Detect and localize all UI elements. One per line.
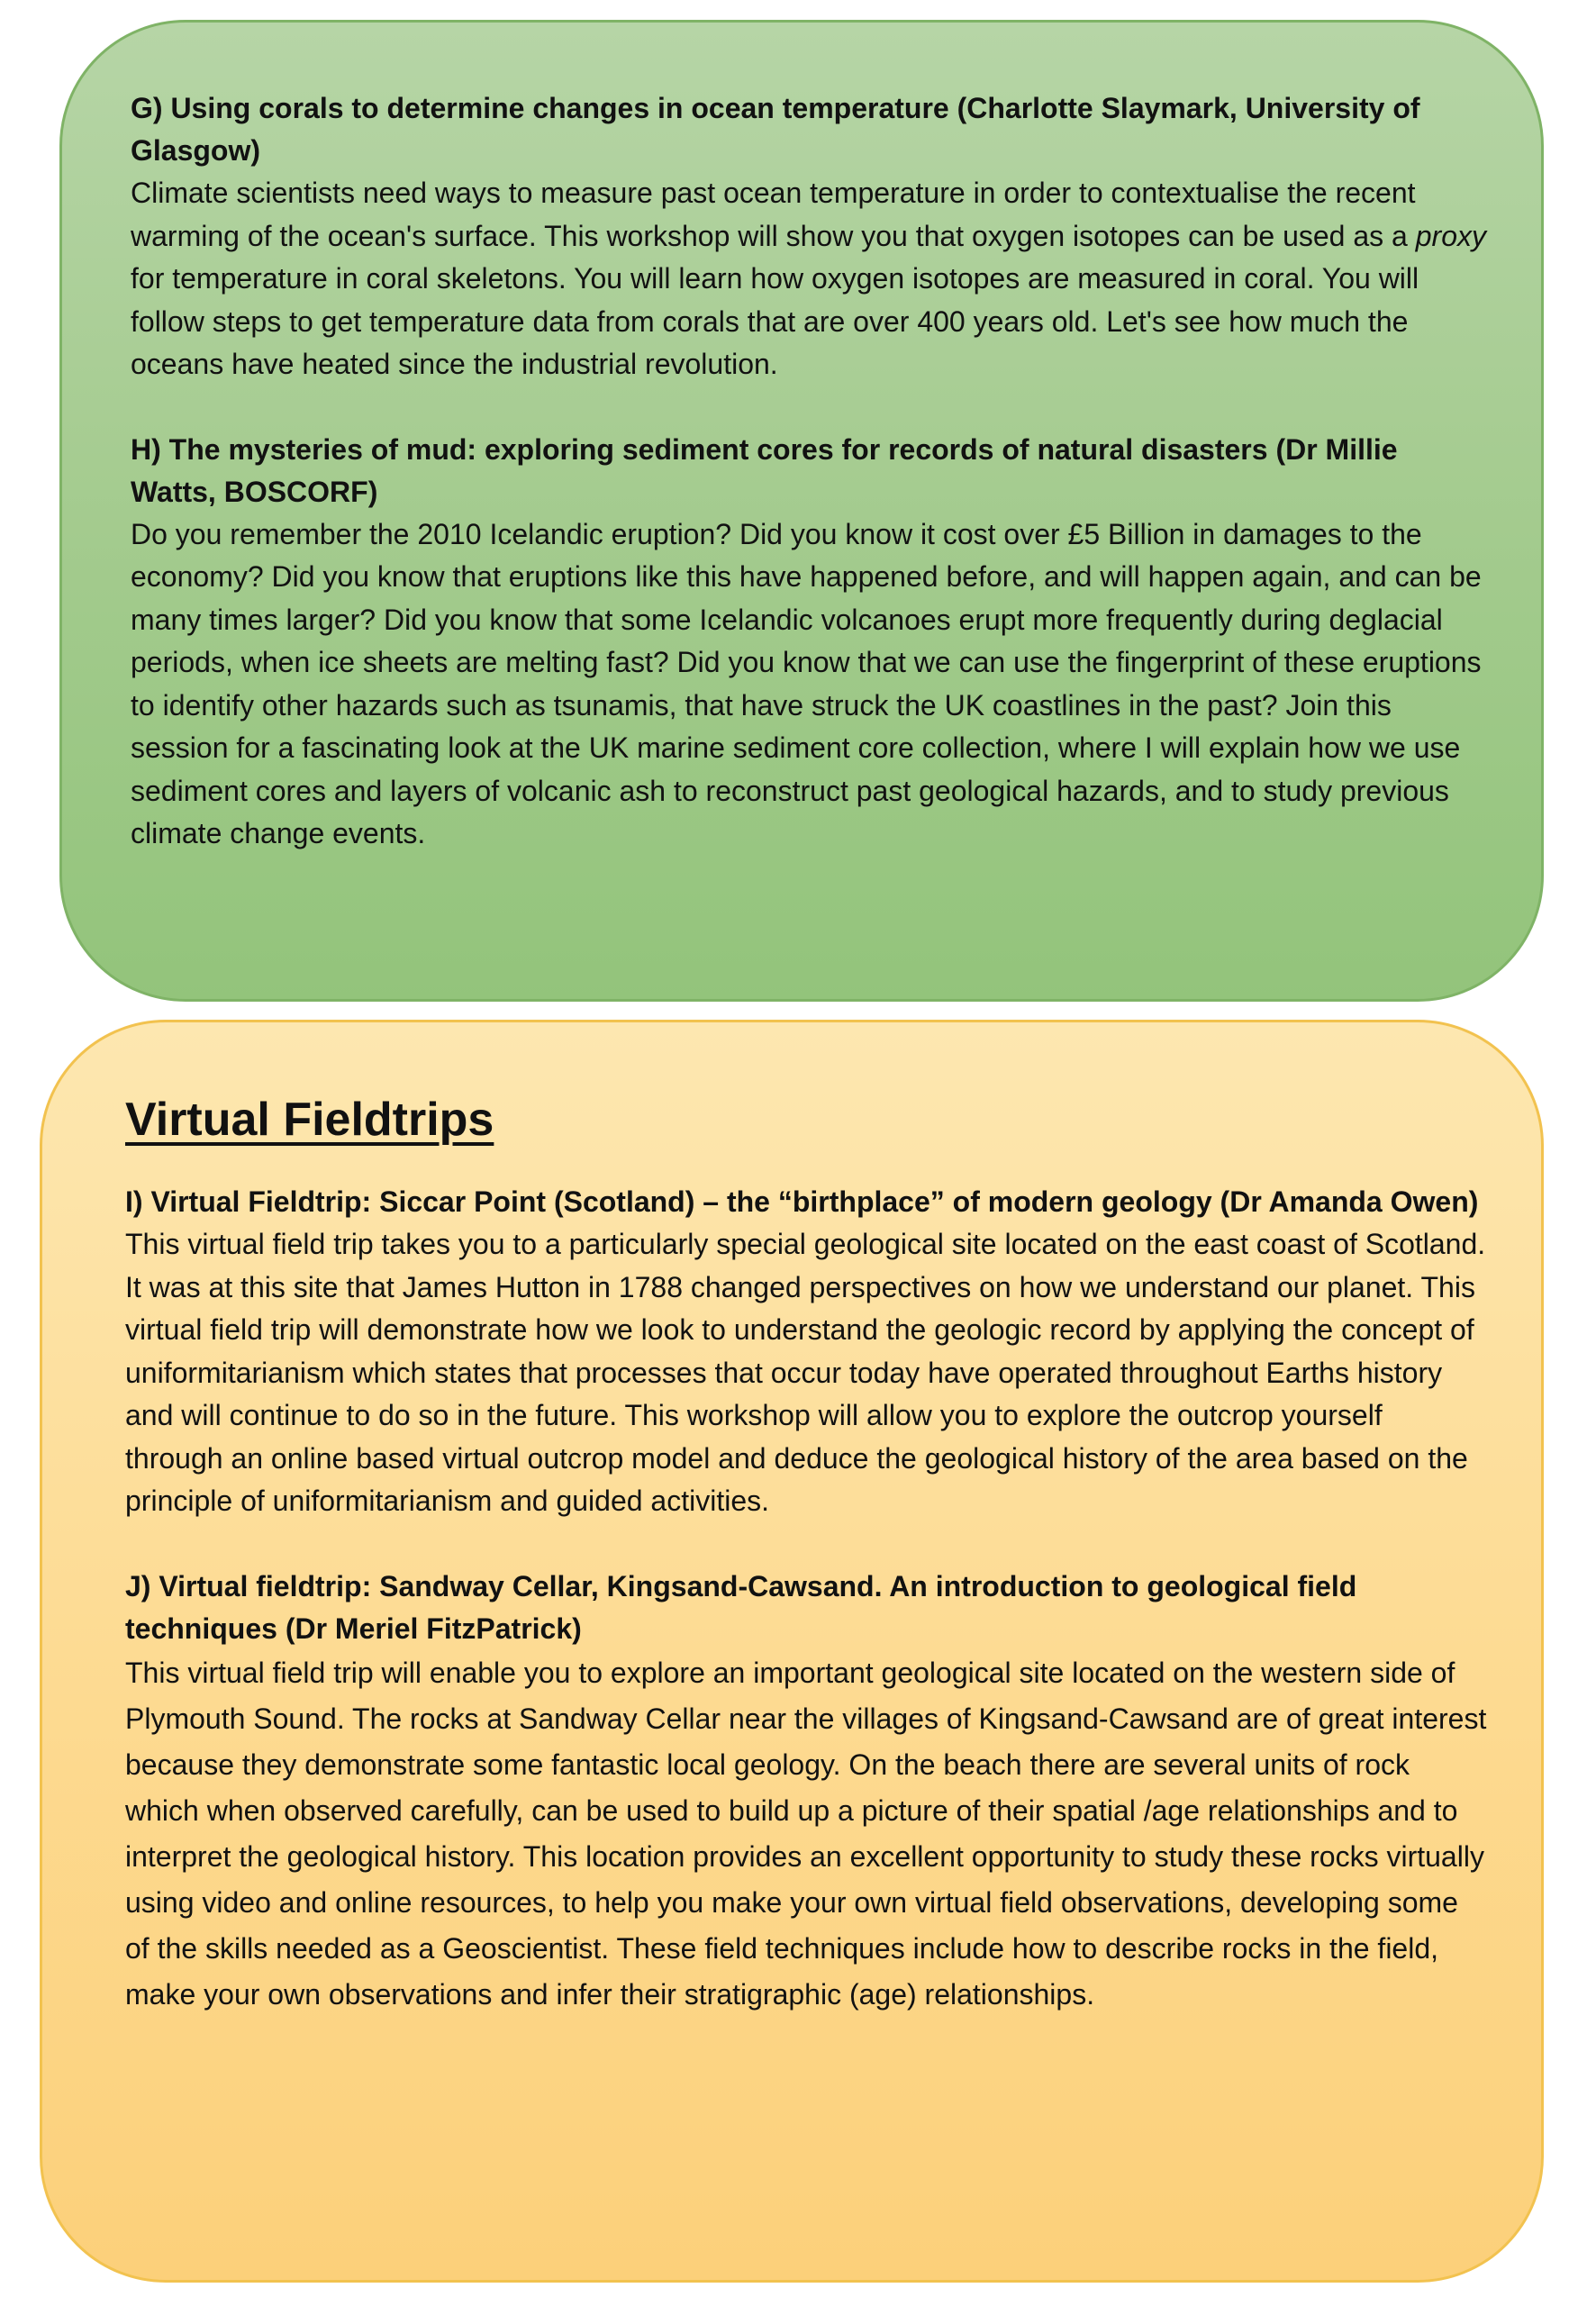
workshop-g <box>131 87 1487 386</box>
workshop-g-description-part1: Climate scientists need ways to measure past ocean temperature in order to contextualise the recent warming of the ocean's surface. This workshop will show you that oxygen isotopes can be used as a <box>131 177 1416 252</box>
workshop-h-title: H) The mysteries of mud: exploring sediment cores for records of natural disasters (Dr Millie Watts, BOSCORF) <box>131 432 1398 508</box>
fieldtrip-i <box>125 1181 1487 1523</box>
fieldtrip-i-title: I) Virtual Fieldtrip: Siccar Point (Scotland) – the “birthplace” of modern geology (Dr Amanda Owen) <box>125 1185 1479 1218</box>
workshop-g-proxy-word: proxy <box>1415 219 1486 252</box>
fieldtrip-i-description: This virtual field trip takes you to a particularly special geological site located on the east coast of Scotland. It was at this site that James Hutton in 1788 changed perspectives on how we understand our planet. This virtual field trip will demonstrate how we look to understand the geologic record by applying the concept of uniformitarianism which states that processes that occur today have operated throughout Earths history and will continue to do so in the future. This workshop will allow you to explore the outcrop yourself through an online based virtual outcrop model and deduce the geological history of the area based on the principle of uniformitarianism and guided activities. <box>125 1228 1486 1517</box>
fieldtrip-j-title: J) Virtual fieldtrip: Sandway Cellar, Kingsand-Cawsand. An introduction to geological field techniques (Dr Meriel FitzPatrick) <box>125 1569 1357 1645</box>
workshop-h <box>131 429 1487 856</box>
fieldtrip-j-description: This virtual field trip will enable you to explore an important geological site located on the western side of Plymouth Sound. The rocks at Sandway Cellar near the villages of Kingsand-Cawsand are of great interest because they demonstrate some fantastic local geology. On the beach there are several units of rock which when observed carefully, can be used to build up a picture of their spatial /age relationships and to interpret the geological history. This location provides an excellent opportunity to study these rocks virtually using video and online resources, to help you make your own virtual field observations, developing some of the skills needed as a Geoscientist. These field techniques include how to describe rocks in the field, make your own observations and infer their stratigraphic (age) relationships. <box>125 1656 1487 2011</box>
workshop-h-description: Do you remember the 2010 Icelandic eruption? Did you know it cost over £5 Billion in damages to the economy? Did you know that eruptions like this have happened before, and will happen again, and can be many times larger? Did you know that some Icelandic volcanoes erupt more frequently during deglacial periods, when ice sheets are melting fast? Did you know that we can use the fingerprint of these eruptions to identify other hazards such as tsunamis, that have struck the UK coastlines in the past? Join this session for a fascinating look at the UK marine sediment core collection, where I will explain how we use sediment cores and layers of volcanic ash to reconstruct past geological hazards, and to study previous climate change events. <box>131 517 1482 849</box>
fieldtrips-section-title: Virtual Fieldtrips <box>125 1094 494 1146</box>
fieldtrip-j <box>125 1566 1487 2018</box>
fieldtrips-panel <box>40 1020 1544 2283</box>
workshop-g-description-part2: for temperature in coral skeletons. You will learn how oxygen isotopes are measured in coral. You will follow steps to get temperature data from corals that are over 400 years old. Let's see how much the oceans have heated since the industrial revolution. <box>131 262 1419 380</box>
workshop-g-description <box>131 172 1487 386</box>
workshop-g-title: G) Using corals to determine changes in ocean temperature (Charlotte Slaymark, University of Glasgow) <box>131 92 1420 167</box>
workshops-panel <box>59 20 1544 1002</box>
